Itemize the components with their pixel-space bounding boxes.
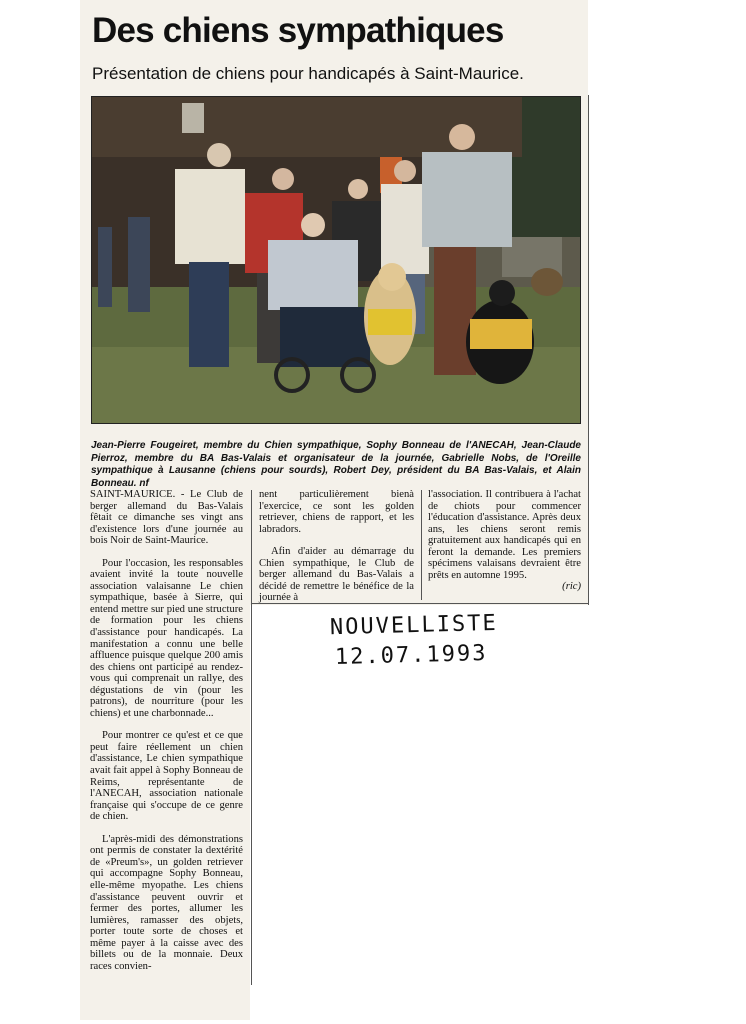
clipping-edge (251, 603, 588, 604)
author-signature: (ric) (562, 581, 581, 593)
handwritten-source: NOUVELLISTE (329, 610, 498, 641)
paragraph: L'après-midi des démonstrations ont permis de constater la dextérité de «Preum's», un golden retriever qui accompagne Sophy Bonneau, elle-même myopathe. Les chiens d'assistance peuvent ouvrir et fermer des portes, allumer les lumières, ramasser des objets, porter toute sorte de choses et même payer à la caisse avec des billets ou de la monnaie. Deux races convien- (90, 833, 243, 972)
paragraph: l'association. Il contribuera à l'achat de chiots pour commencer l'éducation d'assistance. Après deux ans, les chiens seront remis gratuitement aux handicapés qui en feront la demande. Les premiers spécimens valaisans devraient être prêts en automne 1995. (428, 489, 581, 581)
column-divider (251, 490, 252, 985)
article-photo (91, 96, 581, 424)
clipping-edge (588, 95, 589, 605)
headline: Des chiens sympathiques (92, 11, 504, 50)
subheadline: Présentation de chiens pour handicapés à Saint-Maurice. (92, 64, 524, 83)
paragraph: Pour montrer ce qu'est et ce que peut faire réellement un chien d'assistance, Le chien sympathique avait fait appel à Sophy Bonneau de Reims, représentante de l'ANECAH, association nationale française qui s'occupe de ce genre de chien. (90, 730, 243, 823)
article-column-3 (428, 489, 581, 593)
paragraph: nent particulièrement bienà l'exercice, ce sont les golden retriever, chiens de rapport, et les labradors. (259, 489, 414, 535)
article-column-1 (90, 489, 243, 972)
paragraph: SAINT-MAURICE. - Le Club de berger allemand du Bas-Valais fêtait ce dimanche ses vingt ans d'existence lors d'une journée au bois Noir de Saint-Maurice. (90, 489, 243, 547)
column-divider (421, 490, 422, 600)
article-column-2 (259, 489, 414, 604)
photo-caption: Jean-Pierre Fougeiret, membre du Chien sympathique, Sophy Bonneau de l'ANECAH, Jean-Claude Pierroz, membre du BA Bas-Valais et organisateur de la journée, Gabrielle Nobs, de l'Oreille sympathique à Lausanne (chiens pour sourds), Robert Dey, président du BA Bas-Valais, et Alain Bonneau. nf (91, 440, 581, 489)
paragraph: Afin d'aider au démarrage du Chien sympathique, le Club de berger allemand du Bas-Valais a décidé de remettre le bénéfice de la journée à (259, 546, 414, 604)
paragraph: Pour l'occasion, les responsables avaient invité la toute nouvelle association valaisanne Le chien sympathique, basée à Sierre, qui entend mettre sur pied une structure de formation pour les chiens d'assistance pour handicapés. La manifestation a connu une belle affluence puisque quelque 200 amis des chiens ont participé au rendez-vous qui comprenait un rallye, des dégustations de vin (pour les patrons), de nourriture (pour les chiens) et une charbonnade... (90, 557, 243, 719)
handwritten-date: 12.07.1993 (334, 641, 488, 670)
